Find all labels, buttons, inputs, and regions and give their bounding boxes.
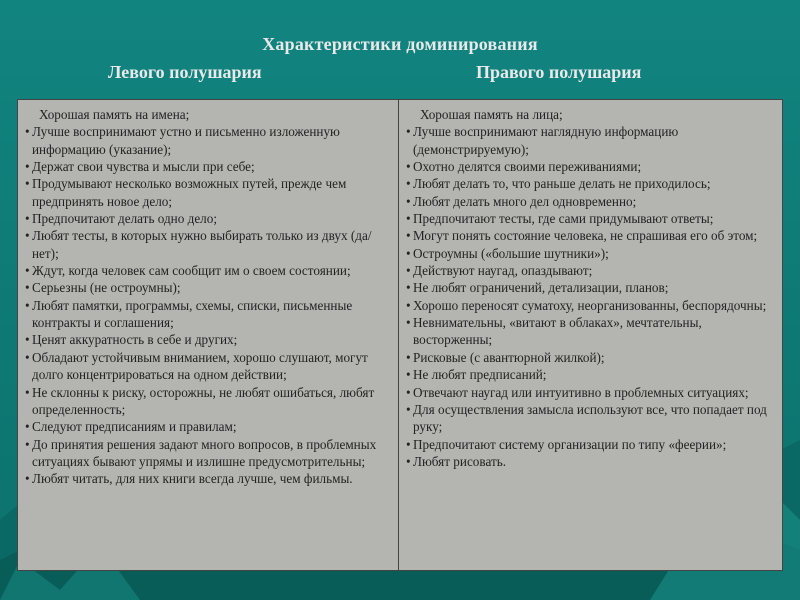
- left-hemisphere-list: [18, 100, 399, 570]
- bullet-icon: •: [406, 315, 411, 331]
- bullet-icon: •: [25, 297, 30, 313]
- slide-title: Характеристики доминирования: [262, 34, 538, 54]
- right-list-item-text: Любят делать много дел одновременно;: [413, 193, 637, 209]
- bullet-icon: •: [406, 228, 411, 244]
- right-list-item: [403, 453, 778, 470]
- bullet-icon: •: [406, 245, 411, 261]
- left-list-item-text: Следуют предписаниям и правилам;: [32, 419, 237, 435]
- bullet-icon: •: [25, 211, 30, 227]
- bullet-icon: •: [406, 436, 411, 452]
- right-list-item: [403, 366, 778, 383]
- left-list-item: [22, 262, 394, 279]
- right-list-item-text: Невнимательны, «витают в облаках», мечтательны, восторженны;: [413, 315, 702, 348]
- left-list-item: [22, 227, 394, 262]
- bullet-icon: •: [25, 419, 30, 435]
- right-list-item-text: Для осуществления замысла используют все, что попадает под руку;: [413, 401, 767, 435]
- bullet-icon: •: [406, 349, 411, 365]
- right-list-item-text: Лучше воспринимают наглядную информацию (демонстрируемую);: [413, 124, 679, 157]
- right-hemisphere-list: [399, 100, 782, 570]
- right-list-item-text: Хорошо переносят суматоху, неорганизованны, беспорядочны;: [413, 297, 767, 313]
- right-list-item: [403, 245, 778, 262]
- bullet-icon: •: [406, 401, 411, 417]
- bullet-icon: •: [25, 159, 30, 175]
- left-list-item: [22, 331, 394, 348]
- bullet-icon: •: [25, 263, 30, 279]
- left-list-item: [22, 470, 394, 487]
- bullet-icon: •: [406, 384, 411, 400]
- right-list-item-text: Могут понять состояние человека, не спрашивая его об этом;: [413, 228, 758, 244]
- right-list-item-text: Предпочитают систему организации по типу «феерии»;: [413, 436, 727, 452]
- bullet-icon: •: [25, 280, 30, 296]
- left-list-item-text: Держат свои чувства и мысли при себе;: [32, 159, 255, 175]
- left-list-item-text: Не склонны к риску, осторожны, не любят ошибаться, любят определенность;: [32, 384, 375, 417]
- right-list-item: [403, 297, 778, 314]
- left-list-item-text: Ценят аккуратность в себе и других;: [32, 332, 238, 348]
- left-list-item: [22, 349, 394, 384]
- bullet-icon: •: [25, 436, 30, 452]
- right-list-item-text: Рисковые (с авантюрной жилкой);: [413, 349, 605, 365]
- right-list-item: [403, 158, 778, 175]
- left-hemisphere-heading: Левого полушария: [108, 62, 262, 82]
- bullet-icon: •: [406, 297, 411, 313]
- left-list-item-text: Предпочитают делать одно дело;: [32, 211, 218, 227]
- right-list-item-text: Не любят ограничений, детализации, планов;: [413, 280, 669, 296]
- left-list-item-text: Хорошая память на имена;: [39, 107, 190, 122]
- left-list-item: [22, 279, 394, 296]
- right-list-item: [403, 106, 778, 123]
- right-list-item: [403, 436, 778, 453]
- right-list-item: [403, 123, 778, 158]
- comparison-table: [17, 99, 783, 571]
- right-list-item-text: Любят рисовать.: [413, 453, 507, 469]
- left-list-item: [22, 106, 394, 123]
- right-list-item-text: Действуют наугад, опаздывают;: [413, 263, 593, 279]
- bullet-icon: •: [25, 384, 30, 400]
- right-list-item: [403, 349, 778, 366]
- right-hemisphere-heading: Правого полушария: [476, 62, 642, 82]
- left-list-item: [22, 436, 394, 471]
- left-list-item-text: Любят памятки, программы, схемы, списки, письменные контракты и соглашения;: [32, 297, 353, 331]
- left-list-item: [22, 418, 394, 435]
- right-list-item: [403, 210, 778, 227]
- right-list-item: [403, 227, 778, 244]
- bullet-icon: •: [25, 124, 30, 140]
- right-list-item-text: Охотно делятся своими переживаниями;: [413, 159, 642, 175]
- left-list-item: [22, 297, 394, 332]
- left-list-item-text: Ждут, когда человек сам сообщит им о своем состоянии;: [32, 263, 351, 279]
- bullet-icon: •: [25, 228, 30, 244]
- bullet-icon: •: [406, 159, 411, 175]
- bullet-icon: •: [406, 124, 411, 140]
- left-list-item: [22, 384, 394, 419]
- right-list-item-text: Хорошая память на лица;: [420, 107, 563, 122]
- bullet-icon: •: [25, 332, 30, 348]
- bullet-icon: •: [406, 211, 411, 227]
- left-list-item-text: Лучше воспринимают устно и письменно изложенную информацию (указание);: [32, 124, 340, 157]
- right-list-item: [403, 401, 778, 436]
- right-list-item-text: Предпочитают тесты, где сами придумывают ответы;: [413, 211, 714, 227]
- bullet-icon: •: [406, 453, 411, 469]
- left-list-item-text: Обладают устойчивым вниманием, хорошо слушают, могут долго концентрироваться на одном действии;: [32, 349, 368, 383]
- right-list-item-text: Не любят предписаний;: [413, 367, 547, 383]
- left-list-item: [22, 123, 394, 158]
- right-list-item-text: Остроумны («большие шутники»);: [413, 245, 609, 261]
- right-list-item: [403, 175, 778, 192]
- right-list-item: [403, 279, 778, 296]
- right-list-item-text: Любят делать то, что раньше делать не приходилось;: [413, 176, 711, 192]
- bullet-icon: •: [406, 176, 411, 192]
- left-list-item-text: Любят тесты, в которых нужно выбирать только из двух (да/нет);: [32, 228, 372, 261]
- bullet-icon: •: [406, 367, 411, 383]
- bullet-icon: •: [25, 176, 30, 192]
- bullet-icon: •: [406, 193, 411, 209]
- left-list-item: [22, 210, 394, 227]
- left-list-item-text: До принятия решения задают много вопросов, в проблемных ситуациях бывают упрямы и излишне предусмотрительны;: [32, 436, 377, 469]
- left-list-item: [22, 158, 394, 175]
- right-list-item-text: Отвечают наугад или интуитивно в проблемных ситуациях;: [413, 384, 749, 400]
- left-list-item-text: Серьезны (не остроумны);: [32, 280, 181, 296]
- bullet-icon: •: [406, 280, 411, 296]
- bullet-icon: •: [406, 263, 411, 279]
- left-list-item: [22, 175, 394, 210]
- right-list-item: [403, 314, 778, 349]
- left-list-item-text: Продумывают несколько возможных путей, прежде чем предпринять новое дело;: [32, 176, 347, 209]
- right-list-item: [403, 193, 778, 210]
- right-list-item: [403, 262, 778, 279]
- left-list-item-text: Любят читать, для них книги всегда лучше, чем фильмы.: [32, 471, 353, 487]
- right-list-item: [403, 384, 778, 401]
- bullet-icon: •: [25, 349, 30, 365]
- bullet-icon: •: [25, 471, 30, 487]
